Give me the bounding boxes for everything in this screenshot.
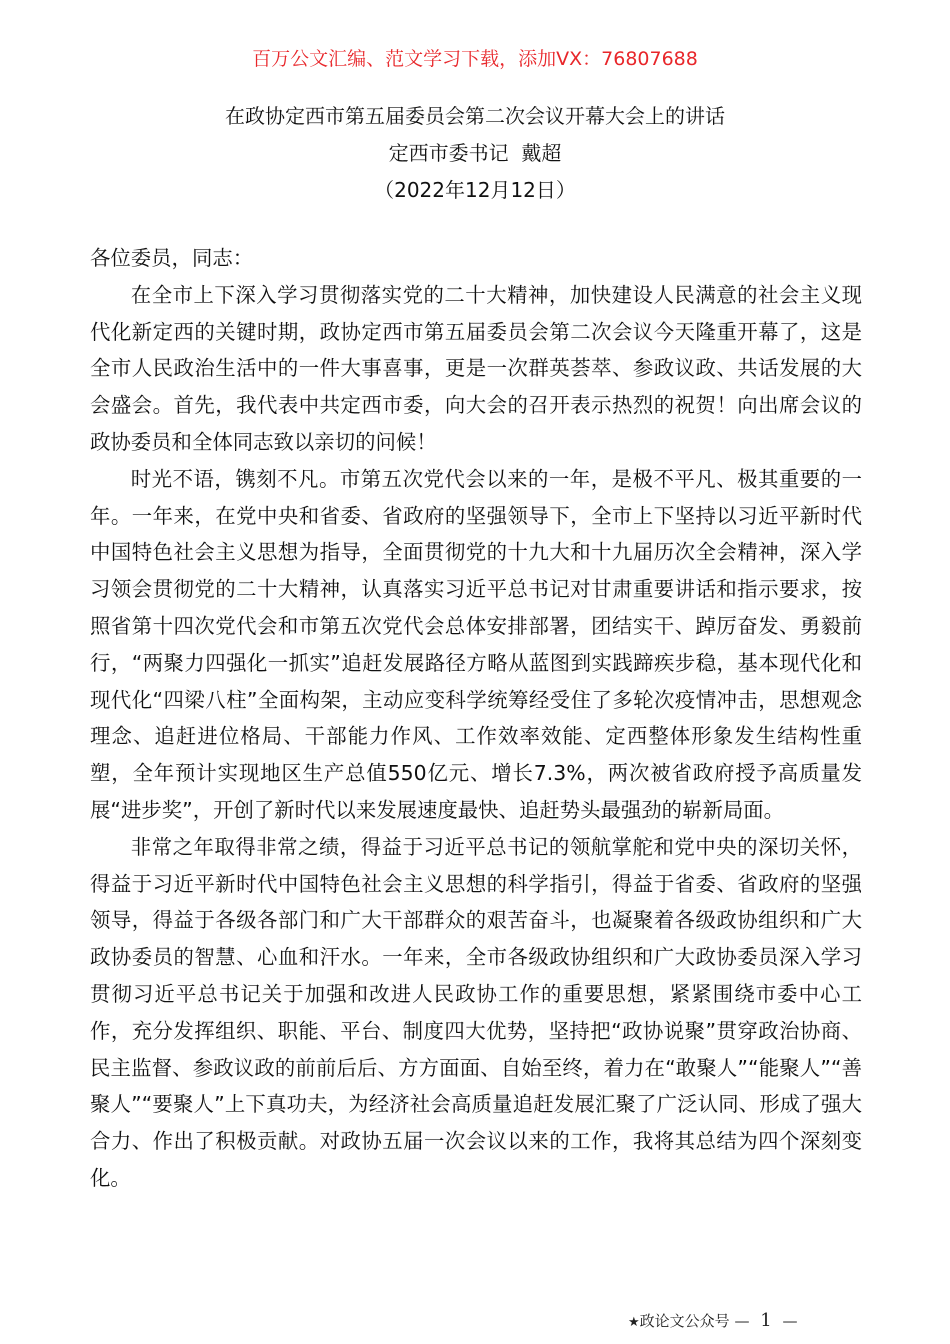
watermark-banner: 百万公文汇编、范文学习下载，添加VX：76807688	[252, 48, 698, 70]
dash-right: —	[782, 1312, 798, 1330]
document-author: 定西市委书记 戴超	[388, 141, 562, 165]
dash-left: —	[734, 1312, 750, 1330]
salutation: 各位委员，同志：	[90, 246, 254, 270]
document-header	[0, 98, 950, 209]
page-number: 1	[760, 1310, 772, 1331]
document-body	[90, 240, 862, 1197]
document-title: 在政协定西市第五届委员会第二次会议开幕大会上的讲话	[225, 104, 725, 128]
star-icon: ★	[628, 1315, 640, 1330]
document-date: （2022年12月12日）	[374, 178, 576, 202]
paragraph-opening: 在全市上下深入学习贯彻落实党的二十大精神，加快建设人民满意的社会主义现代化新定西的关键时期，政协定西市第五届委员会第二次会议今天隆重开幕了，这是全市人民政治生活中的一件大事喜事，更是一次群英荟萃、参政议政、共话发展的大会盛会。首先，我代表中共定西市委，向大会的召开表示热烈的祝贺！向出席会议的政协委员和全体同志致以亲切的问候！	[90, 282, 862, 454]
page-footer	[628, 1310, 797, 1331]
footer-source: 政论文公众号	[639, 1312, 730, 1330]
paragraph-review: 时光不语，镌刻不凡。市第五次党代会以来的一年，是极不平凡、极其重要的一年。一年来，在党中央和省委、省政府的坚强领导下，全市上下坚持以习近平新时代中国特色社会主义思想为指导，全面贯彻党的十九大和十九届历次全会精神，深入学习领会贯彻党的二十大精神，认真落实习近平总书记对甘肃重要讲话和指示要求，按照省第十四次党代会和市第五次党代会总体安排部署，团结实干、踔厉奋发、勇毅前行，“两聚力四强化一抓实”追赶发展路径方略从蓝图到实践蹄疾步稳，基本现代化和现代化“四梁八柱”全面构架，主动应变科学统筹经受住了多轮次疫情冲击，思想观念理念、追赶进位格局、干部能力作风、工作效率效能、定西整体形象发生结构性重塑，全年预计实现地区生产总值550亿元、增长7.3%，两次被省政府授予高质量发展“进步奖”，开创了新时代以来发展速度最快、追赶势头最强劲的崭新局面。	[90, 466, 862, 822]
paragraph-acknowledgement: 非常之年取得非常之绩，得益于习近平总书记的领航掌舵和党中央的深切关怀，得益于习近平新时代中国特色社会主义思想的科学指引，得益于省委、省政府的坚强领导，得益于各级各部门和广大干部群众的艰苦奋斗，也凝聚着各级政协组织和广大政协委员的智慧、心血和汗水。一年来，全市各级政协组织和广大政协委员深入学习贯彻习近平总书记关于加强和改进人民政协工作的重要思想，紧紧围绕市委中心工作，充分发挥组织、职能、平台、制度四大优势，坚持把“政协说聚”贯穿政治协商、民主监督、参政议政的前前后后、方方面面、自始至终，着力在“敢聚人”“能聚人”“善聚人”“要聚人”上下真功夫，为经济社会高质量追赶发展汇聚了广泛认同、形成了强大合力、作出了积极贡献。对政协五届一次会议以来的工作，我将其总结为四个深刻变化。	[90, 834, 862, 1190]
